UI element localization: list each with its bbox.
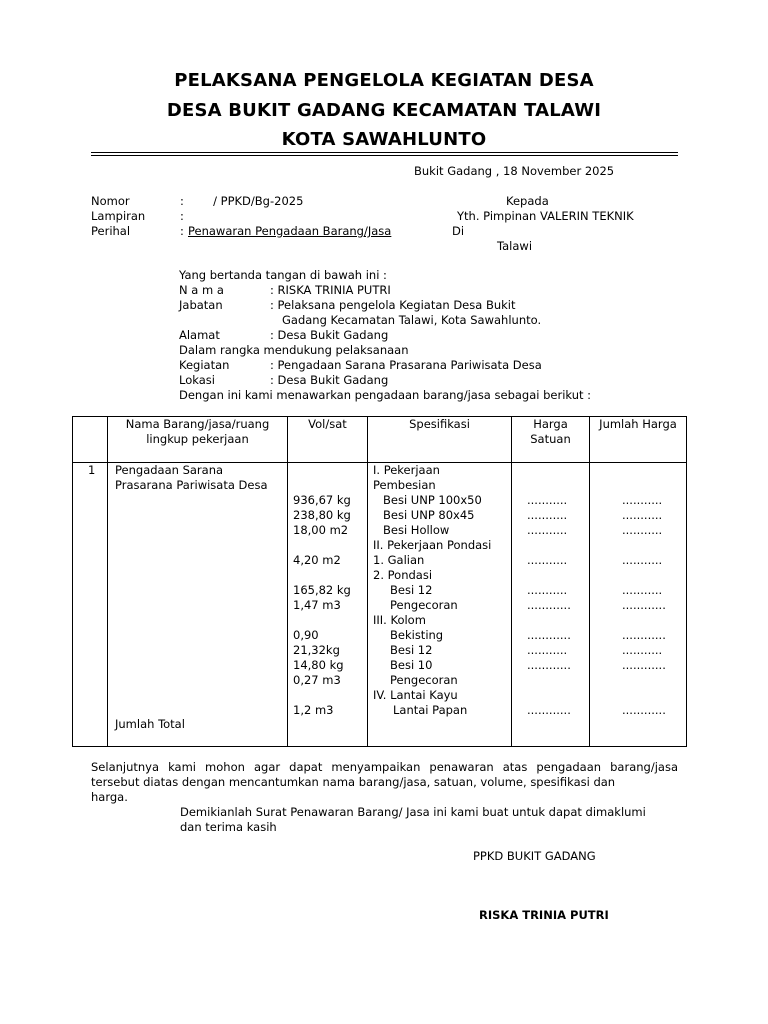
nama-label: N a m a <box>179 283 224 297</box>
letterhead-rule-thick <box>91 152 678 153</box>
alamat-label: Alamat <box>179 328 220 342</box>
spec-item: Lantai Papan <box>393 703 468 717</box>
closing-thanks <box>180 805 678 835</box>
jumlah-placeholder: ........... <box>622 508 663 522</box>
spec-item: Bekisting <box>390 628 444 642</box>
volume-value: 1,47 m3 <box>293 598 341 612</box>
volume-value: 18,00 m2 <box>293 523 349 537</box>
jumlah-placeholder: ............ <box>622 628 666 642</box>
header-vol-text: Vol/sat <box>308 417 347 431</box>
row-spec-cell <box>368 463 512 747</box>
harga-placeholder: ........... <box>527 643 568 657</box>
header-nama-line1: Nama Barang/jasa/ruang <box>125 417 270 431</box>
table-header-row <box>73 417 687 463</box>
lampiran-label: Lampiran <box>91 209 146 223</box>
spec-item: Pembesian <box>373 478 436 492</box>
spec-item: Besi 10 <box>390 658 433 672</box>
spec-item: I. Pekerjaan <box>373 463 440 477</box>
jabatan-label: Jabatan <box>179 298 223 312</box>
harga-placeholder: ........... <box>527 508 568 522</box>
volume-value: 1,2 m3 <box>293 703 334 717</box>
spec-item: 2. Pondasi <box>373 568 433 582</box>
jumlah-placeholder: ........... <box>622 523 663 537</box>
closing-thanks-end: dan terima kasih <box>180 820 277 834</box>
spec-item: Besi 12 <box>390 583 433 597</box>
header-jumlah-text: Jumlah Harga <box>599 417 677 431</box>
header-harga-line1: Harga <box>533 417 568 431</box>
offer-text: Dengan ini kami menawarkan pengadaan barang/jasa sebagai berikut : <box>179 388 592 402</box>
jumlah-placeholder: ........... <box>622 553 663 567</box>
harga-placeholder: ........... <box>527 583 568 597</box>
signature-name: RISKA TRINIA PUTRI <box>479 908 609 922</box>
alamat-value: : Desa Bukit Gadang <box>270 328 389 342</box>
letterhead-line-3: KOTA SAWAHLUNTO <box>281 129 487 150</box>
harga-placeholder: ........... <box>527 493 568 507</box>
header-spesifikasi <box>368 417 512 463</box>
spec-item: Besi UNP 100x50 <box>383 493 482 507</box>
jumlah-placeholder: ........... <box>622 643 663 657</box>
header-harga-line2: Satuan <box>530 432 571 446</box>
jabatan-value: : Pelaksana pengelola Kegiatan Desa Bukit <box>270 298 516 312</box>
header-nama-line2: lingkup pekerjaan <box>146 432 249 446</box>
volume-value: 936,67 kg <box>293 493 351 507</box>
row-number: 1 <box>88 463 96 477</box>
di-label: Di <box>452 224 465 238</box>
closing-paragraph <box>91 760 678 805</box>
row-harga-cell <box>512 463 590 747</box>
jumlah-placeholder: ........... <box>622 583 663 597</box>
intro-opening: Yang bertanda tangan di bawah ini : <box>179 268 387 282</box>
nomor-value: : / PPKD/Bg-2025 <box>180 194 304 208</box>
jumlah-placeholder: ............ <box>622 703 666 717</box>
jabatan-value-cont: Gadang Kecamatan Talawi, Kota Sawahlunto. <box>282 313 542 327</box>
closing-thanks-body: Demikianlah Surat Penawaran Barang/ Jasa ini kami buat untuk dapat dimaklumi <box>180 805 646 819</box>
header-jumlah <box>590 417 687 463</box>
lokasi-value: : Desa Bukit Gadang <box>270 373 389 387</box>
harga-placeholder: ........... <box>527 553 568 567</box>
kegiatan-value: : Pengadaan Sarana Prasarana Pariwisata Desa <box>270 358 542 372</box>
header-vol <box>288 417 368 463</box>
volume-value: 165,82 kg <box>293 583 351 597</box>
volume-value: 0,90 <box>293 628 319 642</box>
perihal-value: Penawaran Pengadaan Barang/Jasa <box>188 224 392 238</box>
closing-paragraph-body: Selanjutnya kami mohon agar dapat menyampaikan penawaran atas pengadaan barang/jasa tersebut diatas dengan mencantumkan nama barang/jasa, satuan, volume, spesifikasi dan <box>91 760 678 789</box>
row-item-cell <box>108 463 288 747</box>
kepada-label: Kepada <box>506 194 549 208</box>
spec-item: Besi UNP 80x45 <box>383 508 475 522</box>
closing-paragraph-end: harga. <box>91 790 128 804</box>
row-vol-cell <box>288 463 368 747</box>
volume-value: 14,80 kg <box>293 658 344 672</box>
spec-item: IV. Lantai Kayu <box>373 688 458 702</box>
spec-item: Besi Hollow <box>383 523 450 537</box>
spec-item: Pengecoran <box>390 598 458 612</box>
perihal-colon: : <box>180 224 184 238</box>
spec-item: Besi 12 <box>390 643 433 657</box>
volume-value: 21,32kg <box>293 643 340 657</box>
spec-item: III. Kolom <box>373 613 426 627</box>
nama-value: : RISKA TRINIA PUTRI <box>270 283 391 297</box>
spec-item: Pengecoran <box>390 673 458 687</box>
header-spesifikasi-text: Spesifikasi <box>409 417 470 431</box>
volume-value: 238,80 kg <box>293 508 351 522</box>
rangka-text: Dalam rangka mendukung pelaksanaan <box>179 343 409 357</box>
letterhead-line-2: DESA BUKIT GADANG KECAMATAN TALAWI <box>166 100 602 121</box>
letterhead-rule-thin <box>91 155 678 156</box>
table-row <box>73 463 687 747</box>
volume-value: 4,20 m2 <box>293 553 341 567</box>
nomor-label: Nomor <box>91 194 130 208</box>
jumlah-placeholder: ........... <box>622 493 663 507</box>
item-name-line1: Pengadaan Sarana <box>115 463 224 477</box>
item-name-line2: Prasarana Pariwisata Desa <box>115 478 268 492</box>
header-no <box>73 417 108 463</box>
recipient-city: Talawi <box>497 239 533 253</box>
harga-placeholder: ........... <box>527 523 568 537</box>
volume-value: 0,27 m3 <box>293 673 341 687</box>
harga-placeholder: ............ <box>527 598 571 612</box>
kegiatan-label: Kegiatan <box>179 358 230 372</box>
harga-placeholder: ............ <box>527 628 571 642</box>
row-no-cell <box>73 463 108 747</box>
lokasi-label: Lokasi <box>179 373 215 387</box>
lampiran-value: : <box>180 209 184 223</box>
total-label: Jumlah Total <box>115 717 185 731</box>
row-jumlah-cell <box>590 463 687 747</box>
perihal-label: Perihal <box>91 224 131 238</box>
spec-item: II. Pekerjaan Pondasi <box>373 538 492 552</box>
header-nama <box>108 417 288 463</box>
harga-placeholder: ............ <box>527 658 571 672</box>
offer-table <box>72 416 687 747</box>
header-harga <box>512 417 590 463</box>
recipient-name: Yth. Pimpinan VALERIN TEKNIK <box>457 209 634 223</box>
jumlah-placeholder: ............ <box>622 598 666 612</box>
jumlah-placeholder: ............ <box>622 658 666 672</box>
harga-placeholder: ............ <box>527 703 571 717</box>
signature-org: PPKD BUKIT GADANG <box>473 849 596 863</box>
letterhead-line-1: PELAKSANA PENGELOLA KEGIATAN DESA <box>174 70 594 91</box>
letter-date: Bukit Gadang , 18 November 2025 <box>414 164 615 178</box>
spec-item: 1. Galian <box>373 553 425 567</box>
